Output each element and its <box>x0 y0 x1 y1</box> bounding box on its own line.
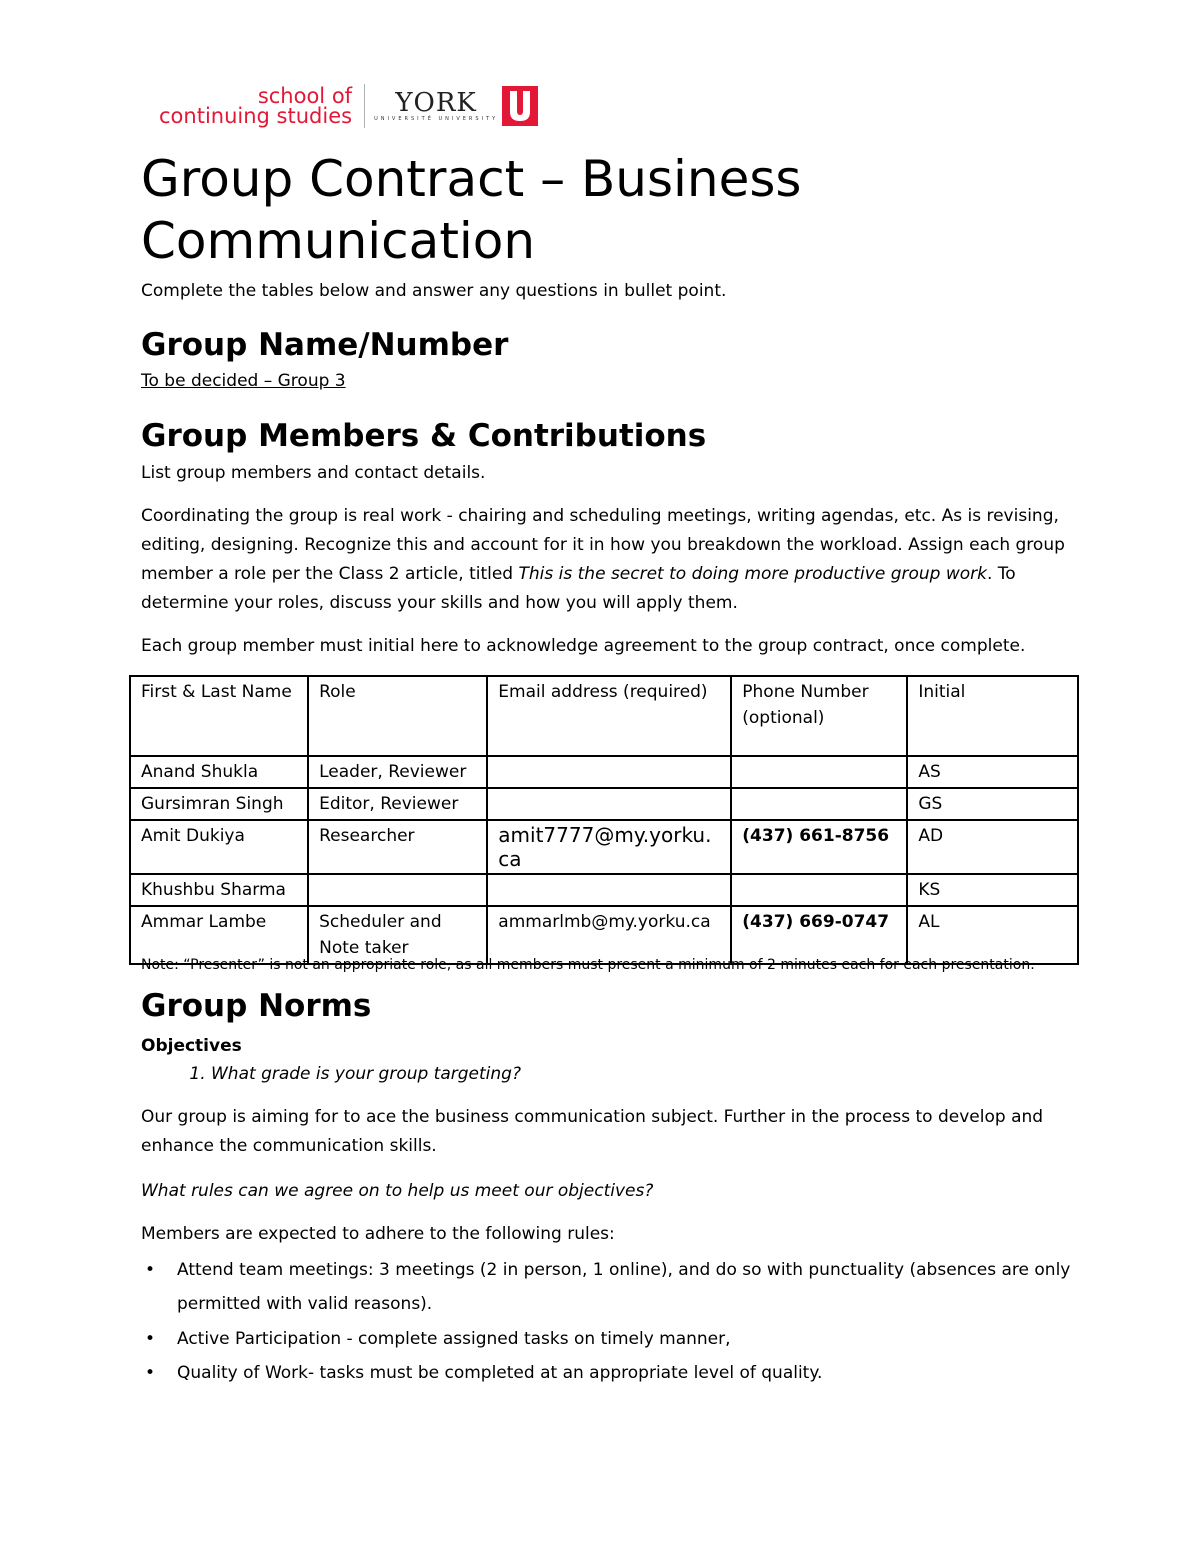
email-text: amit7777@my.yorku.ca <box>498 823 712 871</box>
group-name-value: To be decided – Group 3 <box>141 371 346 391</box>
members-heading: Group Members & Contributions <box>141 418 707 454</box>
table-cell <box>487 820 731 874</box>
table-cell <box>731 788 907 820</box>
list-item: • Quality of Work- tasks must be completed at an appropriate level of quality. <box>177 1356 1097 1390</box>
group-name-heading: Group Name/Number <box>141 327 509 363</box>
logo-divider <box>364 84 365 128</box>
members-instruction: List group members and contact details. <box>141 463 486 483</box>
initial-instruction: Each group member must initial here to acknowledge agreement to the group contract, once complete. <box>141 636 1026 656</box>
table-cell: Scheduler and Note taker <box>308 906 487 964</box>
header-cell: First & Last Name <box>130 676 308 756</box>
table-cell <box>487 874 731 906</box>
rules-question: What rules can we agree on to help us meet our objectives? <box>141 1181 654 1201</box>
table-cell: (437) 661-8756 <box>731 820 907 874</box>
header-cell: Role <box>308 676 487 756</box>
table-row <box>130 788 1078 820</box>
logo-school-text: school of continuing studies <box>159 84 353 128</box>
list-item: • Active Participation - complete assigned tasks on timely manner, <box>177 1322 1097 1356</box>
rules-list <box>141 1253 1097 1390</box>
table-cell: AD <box>907 820 1078 874</box>
table-cell: Editor, Reviewer <box>308 788 487 820</box>
table-cell <box>731 756 907 788</box>
table-header-row <box>130 676 1078 756</box>
rules-intro: Members are expected to adhere to the following rules: <box>141 1224 615 1244</box>
norms-heading: Group Norms <box>141 988 372 1024</box>
table-cell: AS <box>907 756 1078 788</box>
table-cell <box>731 874 907 906</box>
header-cell: Email address (required) <box>487 676 731 756</box>
table-cell: Researcher <box>308 820 487 874</box>
school-logo <box>159 83 538 129</box>
header-cell: Initial <box>907 676 1078 756</box>
objectives-label: Objectives <box>141 1036 242 1056</box>
bullet-icon: • <box>145 1260 156 1280</box>
table-cell: (437) 669-0747 <box>731 906 907 964</box>
members-table <box>129 675 1079 965</box>
table-cell: Gursimran Singh <box>130 788 308 820</box>
table-cell: KS <box>907 874 1078 906</box>
objectives-list <box>141 1060 521 1088</box>
table-cell: Anand Shukla <box>130 756 308 788</box>
table-cell: Amit Dukiya <box>130 820 308 874</box>
list-item: • Attend team meetings: 3 meetings (2 in person, 1 online), and do so with punctuality (absences are only permitted with valid reasons). <box>177 1253 1097 1321</box>
bullet-icon: • <box>145 1329 156 1349</box>
table-cell: AL <box>907 906 1078 964</box>
table-row <box>130 874 1078 906</box>
page-title: Group Contract – Business Communication <box>141 150 802 270</box>
bullet-icon: • <box>145 1363 156 1383</box>
table-cell: Leader, Reviewer <box>308 756 487 788</box>
table-row <box>130 756 1078 788</box>
grade-answer: Our group is aiming for to ace the business communication subject. Further in the process to develop and enhance the communication skills. <box>141 1107 1044 1156</box>
list-item: 1. What grade is your group targeting? <box>211 1060 521 1088</box>
york-u-icon <box>502 86 538 126</box>
table-cell: GS <box>907 788 1078 820</box>
table-cell <box>308 874 487 906</box>
table-cell: ammarlmb@my.yorku.ca <box>487 906 731 964</box>
table-cell: Khushbu Sharma <box>130 874 308 906</box>
table-row <box>130 820 1078 874</box>
header-cell: Phone Number (optional) <box>731 676 907 756</box>
table-cell <box>487 788 731 820</box>
presenter-note: Note: “Presenter” is not an appropriate role, as all members must present a minimum of 2 minutes each for each presentation. <box>141 957 1035 973</box>
table-cell <box>487 756 731 788</box>
logo-york: YORK UNIVERSITÉ UNIVERSITY <box>374 88 499 122</box>
table-cell: Ammar Lambe <box>130 906 308 964</box>
intro-text: Complete the tables below and answer any questions in bullet point. <box>141 281 727 301</box>
roles-paragraph: Coordinating the group is real work - chairing and scheduling meetings, writing agendas, etc. As is revising, editing, designing. Recognize this and account for it in how you breakdown the workload. Assign each group member a role per the Class 2 article, titled This is the secret to doing more productive group work. To determine your roles, discuss your skills and how you will apply them. <box>141 506 1065 613</box>
